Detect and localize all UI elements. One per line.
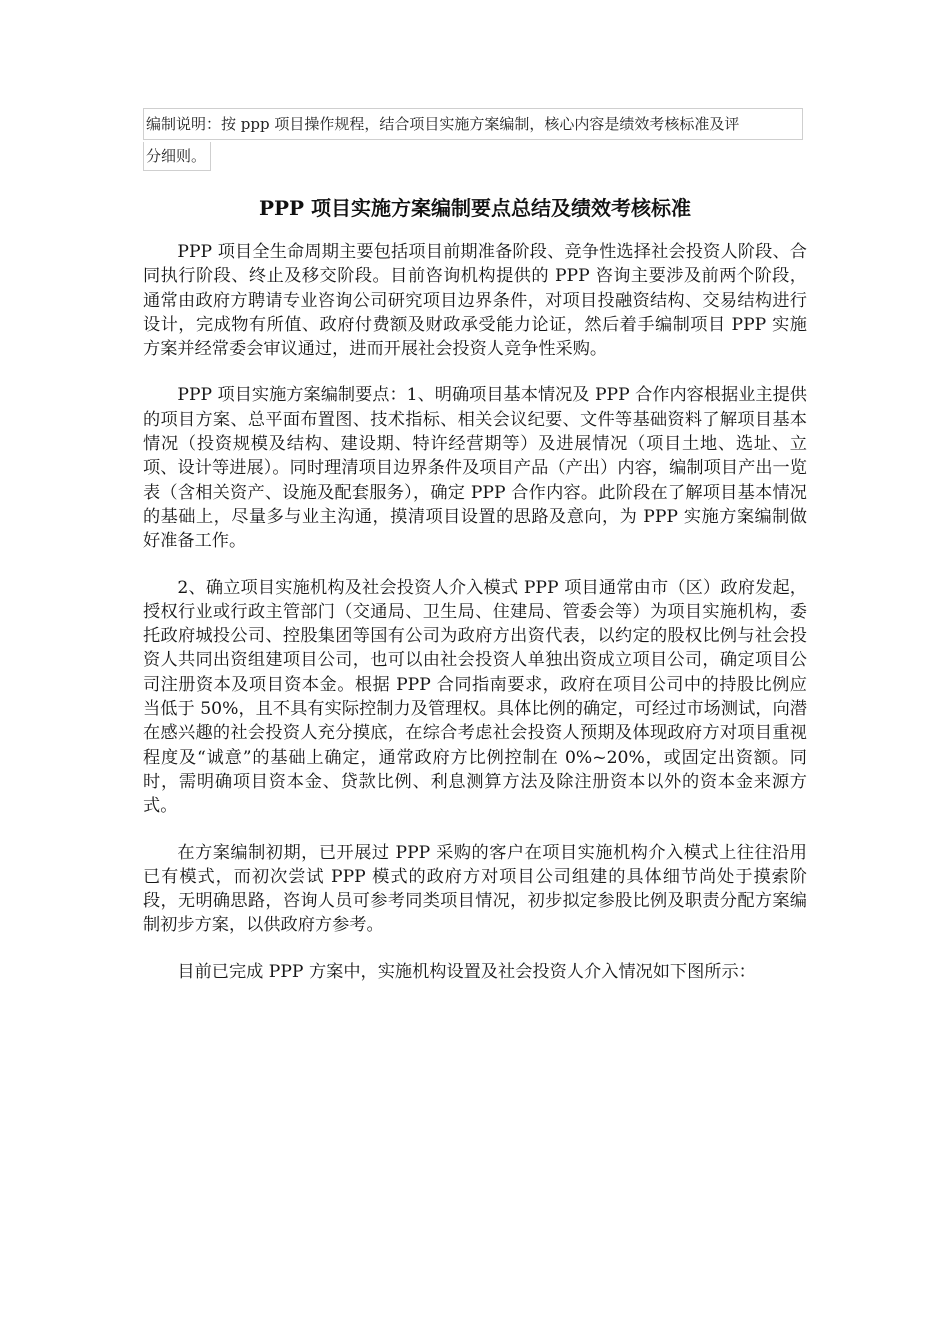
document-body [143,240,807,1006]
paragraph-initial-stage: 在方案编制初期，已开展过 PPP 采购的客户在项目实施机构介入模式上往往沿用已有模式，而初次尝试 PPP 模式的政府方对项目公司组建的具体细节尚处于摸索阶段，无明确思路，咨询人员可参考同类项目情况，初步拟定参股比例及职责分配方案编制初步方案，以供政府方参考。 [143,842,807,936]
paragraph-lifecycle: PPP 项目全生命周期主要包括项目前期准备阶段、竞争性选择社会投资人阶段、合同执行阶段、终止及移交阶段。目前咨询机构提供的 PPP 咨询主要涉及前两个阶段，通常由政府方聘请专业咨询公司研究项目边界条件，对项目投融资结构、交易结构进行设计，完成物有所值、政府付费额及财政承受能力论证，然后着手编制项目 PPP 实施方案并经常委会审议通过，进而开展社会投资人竞争性采购。 [143,242,807,360]
editor-note-line-1: 编制说明：按 ppp 项目操作规程，结合项目实施方案编制，核心内容是绩效考核标准及评 [143,108,803,140]
paragraph-key-points: PPP 项目实施方案编制要点：1、明确项目基本情况及 PPP 合作内容根据业主提供的项目方案、总平面布置图、技术指标、相关会议纪要、文件等基础资料了解项目基本情况（投资规模及结构、建设期、特许经营期等）及进展情况（项目土地、选址、立项、设计等进展）。同时理清项目边界条件及项目产品（产出）内容，编制项目产出一览表（含相关资产、设施及配套服务），确定 PPP 合作内容。此阶段在了解项目基本情况的基础上，尽量多与业主沟通，摸清项目设置的思路及意向，为 PPP 实施方案编制做好准备工作。 [143,385,807,552]
document-title: PPP 项目实施方案编制要点总结及绩效考核标准 [258,196,692,220]
editor-note-line-2: 分细则。 [143,142,211,171]
paragraph-implementing-agency: 2、确立项目实施机构及社会投资人介入模式 PPP 项目通常由市（区）政府发起，授权行业或行政主管部门（交通局、卫生局、住建局、管委会等）为项目实施机构，委托政府城投公司、控股集团等国有公司为政府方出资代表，以约定的股权比例与社会投资人共同出资组建项目公司，也可以由社会投资人单独出资成立项目公司，确定项目公司注册资本及项目资本金。根据 PPP 合同指南要求，政府在项目公司中的持股比例应当低于 50%，且不具有实际控制力及管理权。具体比例的确定，可经过市场测试，向潜在感兴趣的社会投资人充分摸底，在综合考虑社会投资人预期及体现政府方对项目重视程度及“诚意”的基础上确定，通常政府方比例控制在 0%~20%，或固定出资额。同时，需明确项目资本金、贷款比例、利息测算方法及除注册资本以外的资本金来源方式。 [143,577,807,817]
paragraph-figure-intro: 目前已完成 PPP 方案中，实施机构设置及社会投资人介入情况如下图所示： [177,961,756,982]
editor-note [143,108,803,172]
